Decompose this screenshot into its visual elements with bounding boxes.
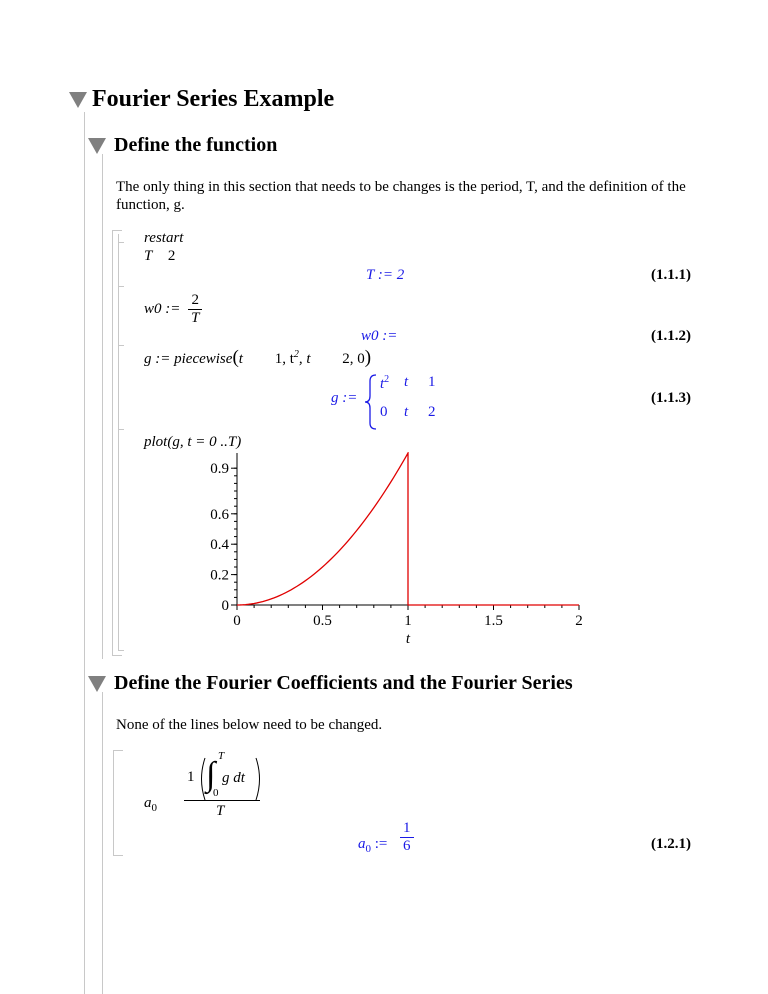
g-row1-expr-sup: 2 (384, 374, 390, 385)
g-piecewise-input[interactable] (144, 347, 371, 369)
equation-label-1-2-1: (1.2.1) (651, 836, 691, 852)
x-tick-label: 2 (575, 613, 583, 629)
a0-input-lhs (144, 795, 157, 814)
w0-input-denominator: T (188, 309, 202, 327)
subsection1-collapse-triangle-icon[interactable] (88, 138, 106, 154)
a0-lhs: a (144, 795, 152, 811)
g-input-arg2-sup: 2 (293, 349, 299, 360)
a0-output-assign: := (374, 836, 388, 852)
g-input-paren-open: ( (232, 347, 239, 368)
g-input-arg1: t (238, 351, 243, 367)
y-tick-label: 0.2 (210, 567, 229, 584)
a0-integral-lower: 0 (213, 787, 219, 799)
x-tick-label: 0.5 (313, 613, 332, 629)
g-row2-expr: 0 (380, 404, 388, 420)
g-output-row1 (380, 374, 436, 393)
a0-integrand: g dt (222, 770, 245, 786)
plot-series (237, 453, 579, 605)
a0-lhs-sub: 0 (151, 802, 157, 814)
w0-input-lhs: w0 := (144, 301, 181, 317)
plot-ticks (231, 468, 579, 610)
section-collapse-triangle-icon[interactable] (69, 92, 87, 108)
x-tick-label: 0 (233, 613, 241, 629)
g-output-lhs: g := (331, 390, 358, 406)
a0-output-lhs: a (358, 836, 366, 852)
a0-paren-right (254, 756, 264, 802)
subsection1-outline (102, 154, 103, 659)
a0-integral-upper: T (218, 750, 225, 762)
subsection2-outline (102, 692, 103, 994)
a0-output-denominator: 6 (400, 837, 414, 855)
g-row1-expr: t (380, 376, 385, 392)
g-input-head: g := piecewise (144, 351, 233, 367)
x-tick-label: 1 (404, 613, 412, 629)
a0-output-numerator: 1 (403, 820, 411, 836)
g-row2-val: 2 (428, 404, 436, 420)
w0-output: w0 := (361, 328, 398, 344)
y-tick-label: 0.6 (210, 506, 229, 523)
period-input-name: T (144, 248, 153, 264)
g-row1-val: 1 (428, 374, 436, 390)
period-input-value: 2 (167, 248, 176, 264)
section-outline (84, 112, 85, 994)
y-tick-label: 0.9 (210, 461, 229, 478)
a0-output-sub: 0 (365, 843, 371, 855)
plot-tick-labels (210, 461, 583, 647)
restart-input[interactable]: restart (144, 230, 184, 246)
equation-label-1-1-1: (1.1.1) (651, 267, 691, 283)
w0-input[interactable] (144, 292, 202, 327)
subsection1-title: Define the function (114, 134, 278, 156)
equation-label-1-1-2: (1.1.2) (651, 328, 691, 344)
a0-fraction-bar (184, 800, 260, 801)
plot-input[interactable]: plot(g, t = 0 ..T) (144, 434, 242, 450)
a0-integral-sign: ∫ (206, 756, 216, 793)
x-tick-label: 1.5 (484, 613, 503, 629)
g-row2-var: t (404, 404, 409, 420)
x-axis-label: t (405, 631, 411, 647)
w0-input-numerator: 2 (191, 292, 200, 308)
g-row1-var: t (404, 374, 409, 390)
g-input-arg2: 1, t (274, 351, 294, 367)
a0-denominator: T (216, 803, 225, 819)
subsection2-title: Define the Fourier Coefficients and the Fourier Series (114, 672, 573, 694)
subsection1-description: The only thing in this section that needs to be changes is the period, T, and the definition of the function, g. (116, 179, 686, 213)
period-output: T := 2 (366, 267, 405, 283)
y-tick-label: 0.4 (210, 537, 229, 554)
section-title: Fourier Series Example (92, 86, 335, 112)
period-input[interactable] (144, 248, 175, 265)
a0-output-fraction (400, 820, 414, 855)
subsection2-collapse-triangle-icon[interactable] (88, 676, 106, 692)
a0-output (358, 836, 387, 855)
plot-canvas[interactable] (190, 452, 590, 652)
g-input-paren-close: ) (364, 347, 372, 368)
equation-label-1-1-3: (1.1.3) (651, 390, 691, 406)
y-tick-label: 0 (221, 598, 229, 614)
subsection2-description: None of the lines below need to be changed. (116, 717, 383, 733)
g-input-arg3: , t (298, 351, 311, 367)
series-line (237, 453, 579, 605)
g-output-row2 (380, 404, 436, 421)
g-input-arg4: 2, 0 (342, 351, 365, 367)
g-output-brace (364, 373, 378, 431)
a0-numerator-one: 1 (187, 769, 195, 785)
